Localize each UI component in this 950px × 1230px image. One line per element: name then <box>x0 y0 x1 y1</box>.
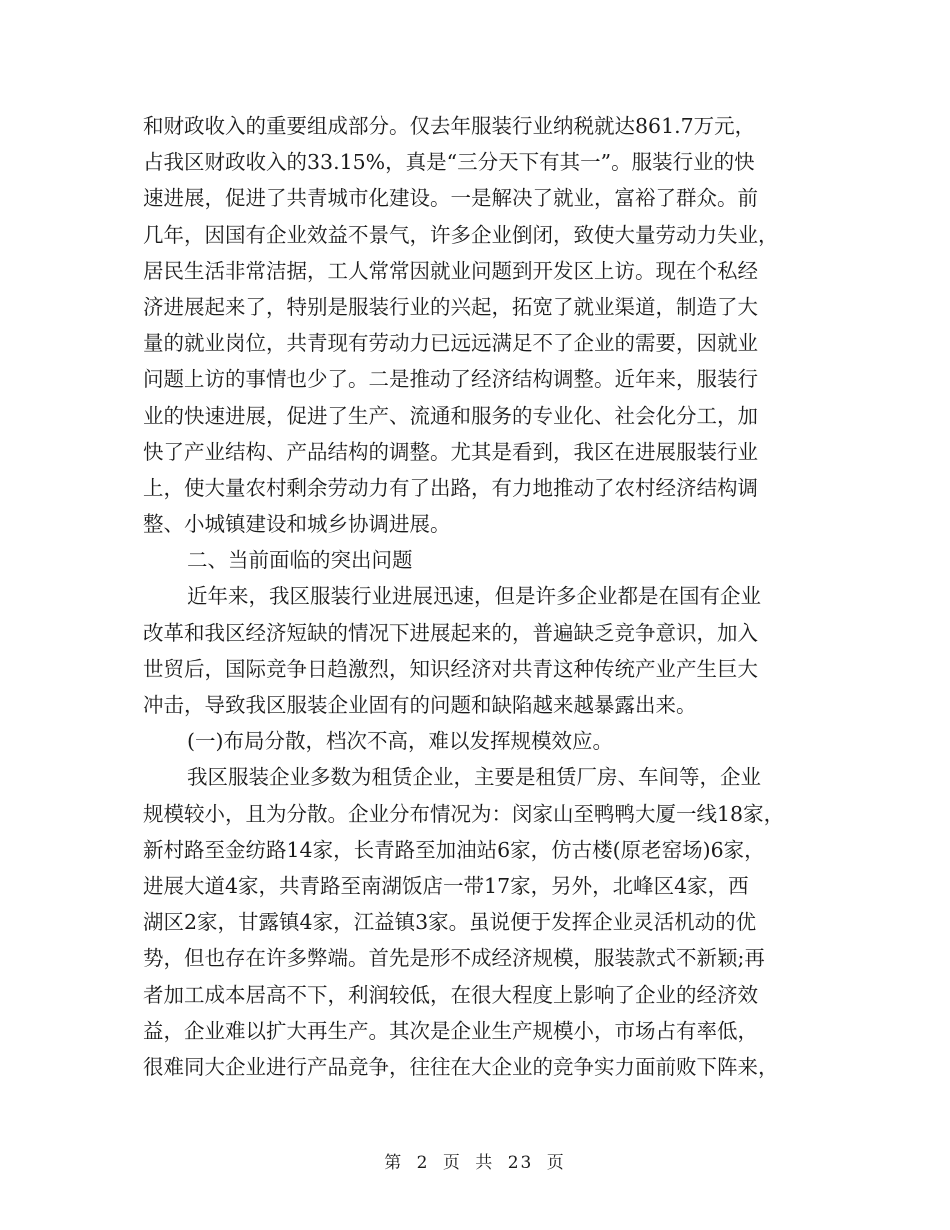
text-line: 几年，因国有企业效益不景气，许多企业倒闭，致使大量劳动力失业， <box>143 222 779 247</box>
text-line: 改革和我区经济短缺的情况下进展起来的，普遍缺乏竞争意识，加入 <box>143 620 758 645</box>
text-line: 速进展，促进了共青城市化建设。一是解决了就业，富裕了群众。前 <box>143 186 758 211</box>
page-number: 2 <box>416 1153 430 1173</box>
text-line: 很难同大企业进行产品竞争，往往在大企业的竞争实力面前败下阵来， <box>143 1054 779 1079</box>
page-footer <box>0 1148 950 1173</box>
text-line: 量的就业岗位，共青现有劳动力已远远满足不了企业的需要，因就业 <box>143 331 758 356</box>
text-line: 我区服装企业多数为租赁企业，主要是租赁厂房、车间等，企业 <box>187 765 761 790</box>
text-line: 规模较小，且为分散。企业分布情况为：闵家山至鸭鸭大厦一线18家， <box>143 801 785 826</box>
text-line: 者加工成本居高不下，利润较低，在很大程度上影响了企业的经济效 <box>143 982 758 1007</box>
text-line: 上，使大量农村剩余劳动力有了出路，有力地推动了农村经济结构调 <box>143 475 758 500</box>
text-line: 势，但也存在许多弊端。首先是形不成经济规模，服装款式不新颖;再 <box>143 946 765 971</box>
section-heading: 二、当前面临的突出问题 <box>187 548 413 573</box>
text-line: 和财政收入的重要组成部分。仅去年服装行业纳税就达861.7万元， <box>143 114 756 138</box>
text-line: 占我区财政收入的33.15%，真是“三分天下有其一”。服装行业的快 <box>143 150 755 175</box>
text-line: 冲击，导致我区服装企业固有的问题和缺陷越来越暴露出来。 <box>143 693 697 717</box>
text-line: 近年来，我区服装行业进展迅速，但是许多企业都是在国有企业 <box>187 584 761 609</box>
text-line: 快了产业结构、产品结构的调整。尤其是看到，我区在进展服装行业 <box>143 439 758 464</box>
footer-di: 第 <box>384 1153 404 1173</box>
text-line: 居民生活非常洁据，工人常常因就业问题到开发区上访。现在个私经 <box>143 258 758 283</box>
text-line: 进展大道4家，共青路至南湖饭店一带17家，另外，北峰区4家，西 <box>143 873 749 898</box>
footer-ye: 页 <box>546 1153 566 1173</box>
text-line: 世贸后，国际竞争日趋激烈，知识经济对共青这种传统产业产生巨大 <box>143 656 758 681</box>
footer-ye: 页 <box>442 1153 462 1173</box>
total-pages: 23 <box>507 1153 534 1173</box>
text-line: 整、小城镇建设和城乡协调进展。 <box>143 512 451 537</box>
text-line: 益，企业难以扩大再生产。其次是企业生产规模小，市场占有率低， <box>143 1018 758 1043</box>
text-line: 新村路至金纺路14家，长青路至加油站6家，仿古楼(原老窑场)6家， <box>143 837 765 862</box>
subsection-heading: (一)布局分散，档次不高，难以发挥规模效应。 <box>187 729 613 754</box>
text-line: 湖区2家，甘露镇4家，江益镇3家。虽说便于发挥企业灵活机动的优 <box>143 910 757 935</box>
text-line: 济进展起来了，特别是服装行业的兴起，拓宽了就业渠道，制造了大 <box>143 294 758 319</box>
footer-gong: 共 <box>475 1153 495 1173</box>
body-text <box>143 108 813 1085</box>
text-line: 业的快速进展，促进了生产、流通和服务的专业化、社会化分工，加 <box>143 403 758 428</box>
text-line: 问题上访的事情也少了。二是推动了经济结构调整。近年来，服装行 <box>143 367 758 392</box>
